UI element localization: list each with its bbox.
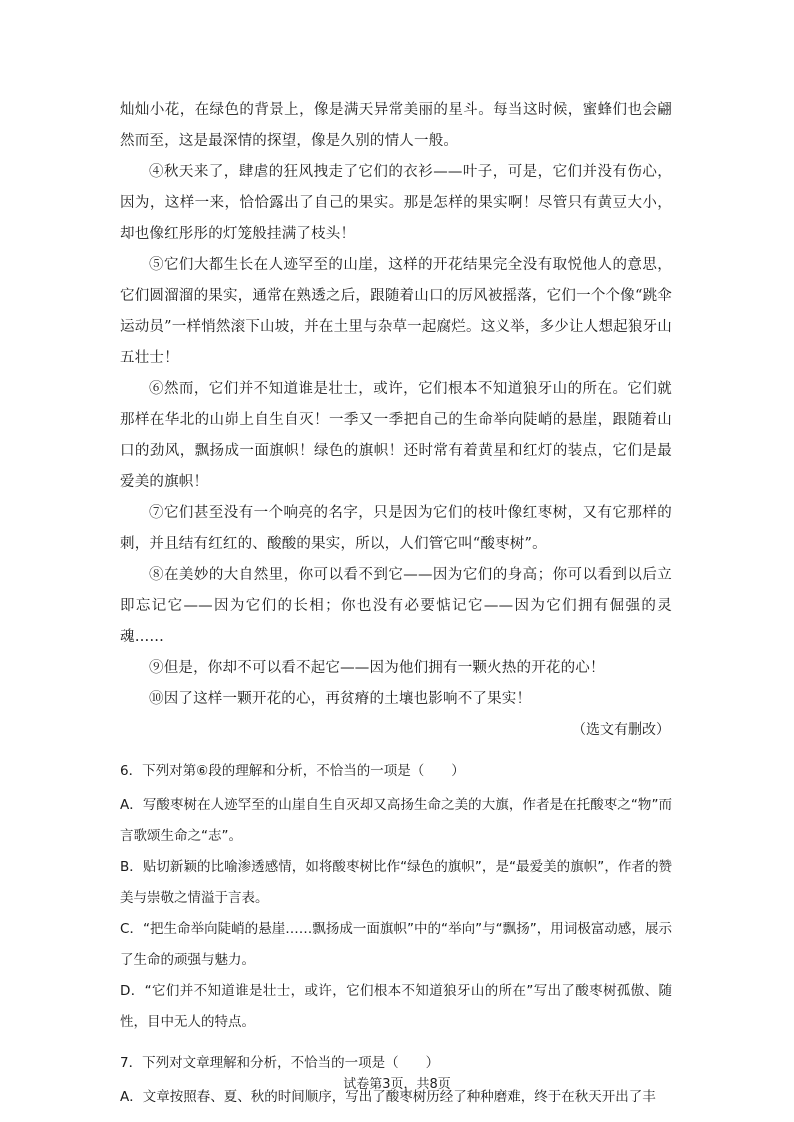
page-footer: 试卷第3页，共8页 xyxy=(343,1077,451,1092)
exam-page xyxy=(120,95,672,1113)
passage-paragraph-10: ⑩因了这样一颗开花的心，再贫瘠的土壤也影响不了果实！ xyxy=(149,691,532,707)
question-7-option-a: A．文章按照春、夏、秋的时间顺序，写出了酸枣树历经了种种磨难，终于在秋天开出了丰 xyxy=(120,1089,656,1105)
passage-paragraph-4: ④秋天来了，肆虐的狂风拽走了它们的衣衫——叶子，可是，它们并没有伤心，因为，这样一来，恰恰露出了自己的果实。那是怎样的果实啊！尽管只有黄豆大小，却也像红彤彤的灯笼般挂满了枝头！ xyxy=(120,164,672,242)
question-6-option-c: C．“把生命举向陡峭的悬崖……飘扬成一面旗帜”中的“举向”与“飘扬”，用词极富动感，展示了生命的顽强与魅力。 xyxy=(120,921,672,968)
passage-paragraph-6: ⑥然而，它们并不知道谁是壮士，或许，它们根本不知道狼牙山的所在。它们就那样在华北的山峁上自生自灭！一季又一季把自己的生命举向陡峭的悬崖，跟随着山口的劲风，飘扬成一面旗帜！绿色的旗帜！还时常有着黄星和红灯的装点，它们是最爱美的旗帜！ xyxy=(120,381,672,490)
source-note: （选文有删改） xyxy=(572,722,670,738)
passage-paragraph-9: ⑨但是，你却不可以看不起它——因为他们拥有一颗火热的开花的心！ xyxy=(149,660,605,676)
passage-paragraph-8: ⑧在美妙的大自然里，你可以看不到它——因为它们的身高；你可以看到以后立即忘记它——因为它们的长相；你也没有必要惦记它——因为它们拥有倔强的灵魂…… xyxy=(120,567,672,645)
question-6-option-a: A．写酸枣树在人迹罕至的山崖自生自灭却又高扬生命之美的大旗，作者是在托酸枣之“物”而言歌颂生命之“志”。 xyxy=(120,797,672,844)
question-7-title: 7．下列对文章理解和分析，不恰当的一项是（ ） xyxy=(120,1055,440,1071)
question-6-option-d: D．“它们并不知道谁是壮士，或许，它们根本不知道狼牙山的所在”写出了酸枣树孤傲、随性，目中无人的特点。 xyxy=(120,983,672,1030)
question-6-title: 6．下列对第⑥段的理解和分析，不恰当的一项是（ ） xyxy=(120,763,465,779)
passage-paragraph-7: ⑦它们甚至没有一个响亮的名字，只是因为它们的枝叶像红枣树，又有它那样的刺，并且结有红红的、酸酸的果实，所以，人们管它叫“酸枣树”。 xyxy=(120,505,672,552)
passage-paragraph-5: ⑤它们大都生长在人迹罕至的山崖，这样的开花结果完全没有取悦他人的意思，它们圆溜溜的果实，通常在熟透之后，跟随着山口的厉风被摇落，它们一个个像“跳伞运动员”一样悄然滚下山坡，并在土里与杂草一起腐烂。这义举，多少让人想起狼牙山五壮士！ xyxy=(120,257,672,366)
passage-paragraph-3-continued: 灿灿小花，在绿色的背景上，像是满天异常美丽的星斗。每当这时候，蜜蜂们也会翩然而至，这是最深情的探望，像是久别的情人一般。 xyxy=(120,102,672,149)
question-6-option-b: B．贴切新颖的比喻渗透感情，如将酸枣树比作“绿色的旗帜”，是“最爱美的旗帜”，作者的赞美与崇敬之情溢于言表。 xyxy=(120,859,672,906)
